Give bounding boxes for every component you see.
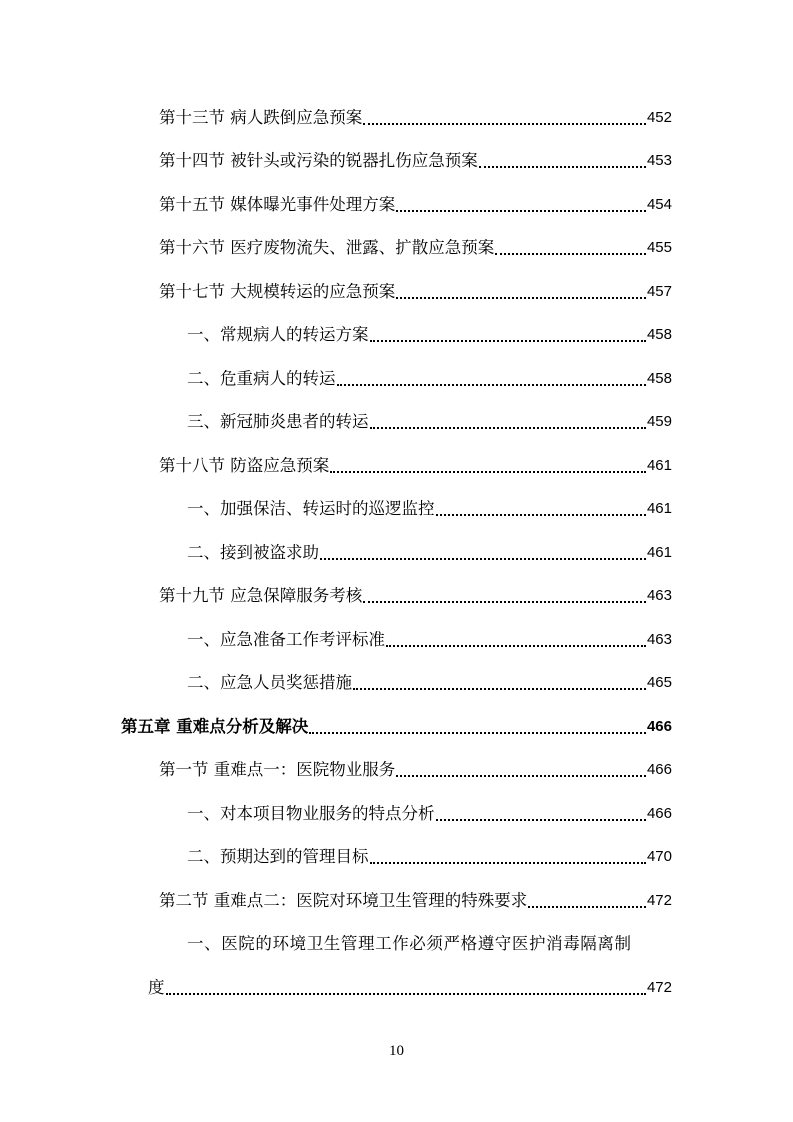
- toc-entry-page: 459: [646, 413, 672, 430]
- toc-entry-page: 463: [646, 631, 672, 648]
- toc-chapter-entry[interactable]: [121, 714, 672, 740]
- toc-entry-title: 二、预期达到的管理目标: [187, 847, 369, 866]
- toc-entry-page: 461: [646, 457, 672, 474]
- toc-entry-page: 453: [646, 152, 672, 169]
- dot-leader: [370, 322, 646, 348]
- toc-entry-title: 二、接到被盗求助: [187, 543, 319, 562]
- toc-entry-page: 455: [646, 239, 672, 256]
- dot-leader: [363, 583, 646, 609]
- toc-entry[interactable]: [187, 409, 672, 435]
- toc-entry-title: 度: [148, 978, 165, 997]
- toc-entry-page: 457: [646, 283, 672, 300]
- toc-entry-page: 472: [646, 979, 672, 996]
- toc-entry-title: 第十七节 大规模转运的应急预案: [159, 282, 396, 301]
- toc-entry[interactable]: [187, 627, 672, 653]
- toc-entry[interactable]: [187, 366, 672, 392]
- toc-entry-title: 第十三节 病人跌倒应急预案: [159, 108, 363, 127]
- toc-entry[interactable]: [159, 235, 672, 261]
- toc-entry-page: 466: [646, 805, 672, 822]
- toc-entry-title: 二、危重病人的转运: [187, 369, 336, 388]
- toc-entry-page: 454: [646, 196, 672, 213]
- toc-entry-continuation[interactable]: [148, 975, 672, 1001]
- toc-entry-title: 第十六节 医疗废物流失、泄露、扩散应急预案: [159, 238, 495, 257]
- dot-leader: [320, 540, 646, 566]
- toc-entry[interactable]: [187, 496, 672, 522]
- toc-entry[interactable]: [187, 670, 672, 696]
- toc-entry[interactable]: [159, 279, 672, 305]
- toc-entry[interactable]: [159, 192, 672, 218]
- toc-entry[interactable]: [187, 540, 672, 566]
- toc-entry-title: 一、加强保洁、转运时的巡逻监控: [187, 499, 435, 518]
- dot-leader: [330, 453, 646, 479]
- toc-entry[interactable]: [159, 453, 672, 479]
- toc-entry-title: 一、常规病人的转运方案: [187, 325, 369, 344]
- toc-entry-page: 472: [646, 892, 672, 909]
- dot-leader: [528, 888, 646, 914]
- toc-entry-title: 第五章 重难点分析及解决: [121, 717, 309, 736]
- toc-entry-title: 第十九节 应急保障服务考核: [159, 586, 363, 605]
- dot-leader: [436, 496, 646, 522]
- toc-entry[interactable]: [187, 844, 672, 870]
- dot-leader: [436, 801, 646, 827]
- dot-leader: [396, 279, 646, 305]
- toc-entry-title: 第十五节 媒体曝光事件处理方案: [159, 195, 396, 214]
- toc-entry-title: 三、新冠肺炎患者的转运: [187, 412, 369, 431]
- toc-entry-page: 465: [646, 674, 672, 691]
- toc-entry-page: 470: [646, 848, 672, 865]
- dot-leader: [479, 148, 646, 174]
- dot-leader: [396, 192, 646, 218]
- dot-leader: [396, 757, 646, 783]
- dot-leader: [363, 105, 646, 131]
- toc-entry-page: 466: [646, 761, 672, 778]
- dot-leader: [370, 844, 646, 870]
- toc-entry-title: 一、对本项目物业服务的特点分析: [187, 804, 435, 823]
- dot-leader: [370, 409, 646, 435]
- toc-entry-title: 第十四节 被针头或污染的锐器扎伤应急预案: [159, 151, 478, 170]
- toc-entry-page: 452: [646, 109, 672, 126]
- toc-entry-page: 461: [646, 544, 672, 561]
- toc-entry[interactable]: [187, 322, 672, 348]
- toc-entry[interactable]: [159, 583, 672, 609]
- toc-entry-title: 第一节 重难点一：医院物业服务: [159, 760, 396, 779]
- toc-entry-title: 第十八节 防盗应急预案: [159, 456, 330, 475]
- dot-leader: [495, 235, 646, 261]
- toc-entry-title: 一、应急准备工作考评标准: [187, 630, 385, 649]
- toc-entry[interactable]: [159, 888, 672, 914]
- toc-entry-title: 第二节 重难点二：医院对环境卫生管理的特殊要求: [159, 891, 528, 910]
- toc-entry-page: 461: [646, 500, 672, 517]
- dot-leader: [309, 714, 646, 740]
- page-number: 10: [389, 1043, 404, 1059]
- toc-entry-wrapped-title[interactable]: 一、医院的环境卫生管理工作必须严格遵守医护消毒隔离制: [187, 934, 632, 953]
- toc-entry-page: 458: [646, 370, 672, 387]
- toc-entry-page: 463: [646, 587, 672, 604]
- dot-leader: [166, 975, 646, 1001]
- toc-entry[interactable]: [159, 757, 672, 783]
- dot-leader: [386, 627, 646, 653]
- toc-entry[interactable]: [159, 105, 672, 131]
- toc-entry-page: 458: [646, 326, 672, 343]
- toc-entry-page: 466: [646, 718, 672, 735]
- dot-leader: [337, 366, 646, 392]
- toc-entry[interactable]: [187, 801, 672, 827]
- toc-entry[interactable]: [159, 148, 672, 174]
- toc-entry-title: 二、应急人员奖惩措施: [187, 673, 352, 692]
- dot-leader: [353, 670, 646, 696]
